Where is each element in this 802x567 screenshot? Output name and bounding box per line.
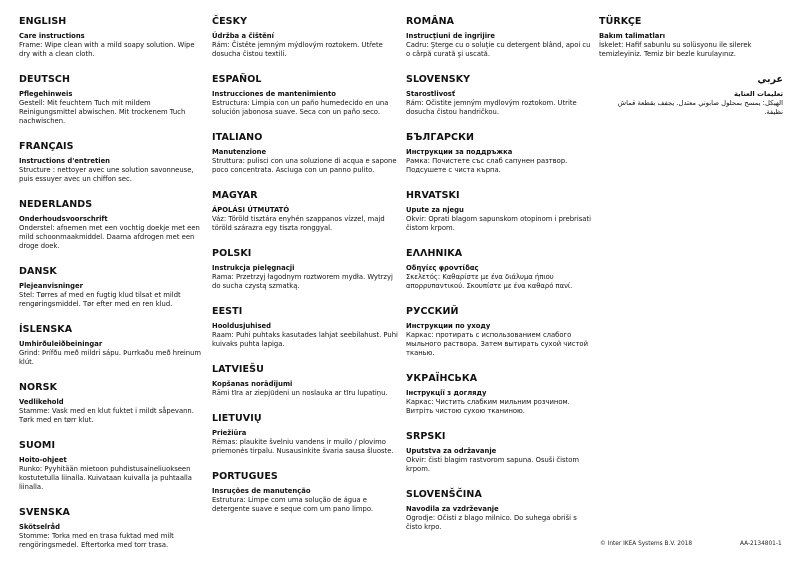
language-name: EESTI — [212, 306, 243, 317]
language-section — [212, 190, 398, 233]
care-title: Інструкції з догляду — [406, 389, 487, 397]
language-section — [406, 132, 592, 175]
care-title: Skötselråd — [19, 523, 60, 531]
column-1 — [19, 16, 205, 565]
language-section — [599, 16, 783, 59]
language-section — [406, 373, 592, 416]
care-text: Rāmi tīra ar ziepjūdeni un noslauka ar tīru lupatiņu. — [212, 389, 388, 397]
language-section — [19, 507, 205, 550]
language-name: FRANÇAIS — [19, 141, 74, 152]
care-title: Bakım talimatları — [599, 32, 666, 40]
language-name: DEUTSCH — [19, 74, 71, 85]
language-section — [212, 248, 398, 291]
language-name: ÍSLENSKA — [19, 324, 73, 335]
care-title: Starostlivosť — [406, 90, 456, 98]
care-title: Priežiūra — [212, 429, 247, 437]
language-name: ESPAÑOL — [212, 74, 262, 85]
care-title: Kopšanas norādījumi — [212, 380, 293, 388]
care-text: İskelet: Hafif sabunlu su solüsyonu ile silerek temizleyiniz. Temiz bir bezle kurulayınız. — [599, 41, 752, 58]
care-text: Rėmas: plaukite švelniu vandens ir muilo / plovimo priemonės tirpalu. Nusausinkite švaria sausa šluoste. — [212, 438, 394, 455]
care-text: Stamme: Vask med en klut fuktet i mildt såpevann. Tørk med en tørr klut. — [19, 407, 194, 424]
document-code: AA-2134801-1 — [740, 541, 782, 547]
language-name: УКРАЇНСЬКА — [406, 373, 478, 384]
care-text: Rám: Očistite jemným mydlovým roztokom. Utrite dosucha čistou handričkou. — [406, 99, 577, 116]
language-section — [212, 364, 398, 398]
column-2 — [212, 16, 398, 529]
language-name: NEDERLANDS — [19, 199, 93, 210]
language-name: ENGLISH — [19, 16, 67, 27]
language-section — [212, 413, 398, 456]
care-title: Instrucţiuni de îngrijire — [406, 32, 496, 40]
care-text: Estructura: Limpia con un paño humedecido en una solución jabonosa suave. Seca con un paño seco. — [212, 99, 389, 116]
language-name: ROMÂNA — [406, 16, 455, 27]
language-section — [19, 141, 205, 184]
care-text: Cadru: Şterge cu o soluţie cu detergent blând, apoi cu o cârpă curată şi uscată. — [406, 41, 591, 58]
language-section — [19, 266, 205, 309]
language-name: ITALIANO — [212, 132, 263, 143]
care-title: Instrucciones de mantenimiento — [212, 90, 336, 98]
care-text: Gestell: Mit feuchtem Tuch mit mildem Reinigungsmittel abwischen. Mit trockenem Tuch nachwischen. — [19, 99, 186, 125]
care-text: Structure : nettoyer avec une solution savonneuse, puis essuyer avec un chiffon sec. — [19, 166, 194, 183]
care-title: Umhirðuleiðbeiningar — [19, 340, 103, 348]
language-section — [19, 440, 205, 492]
care-title: Pflegehinweis — [19, 90, 73, 98]
care-text: Okvir: Oprati blagom sapunskom otopinom i prebrisati čistom krpom. — [406, 215, 591, 232]
care-text: Rám: Čistěte jemným mýdlovým roztokem. Utřete dosucha čistou textilí. — [212, 41, 383, 58]
care-text: Frame: Wipe clean with a mild soapy solution. Wipe dry with a clean cloth. — [19, 41, 195, 58]
language-name: LATVIEŠU — [212, 364, 264, 375]
care-title: Insruções de manutenção — [212, 487, 311, 495]
language-section — [212, 132, 398, 175]
care-title: Manutenzione — [212, 148, 267, 156]
language-section — [406, 431, 592, 474]
language-section — [19, 74, 205, 126]
care-text: Váz: Töröld tisztára enyhén szappanos vízzel, majd töröld szárazra egy tiszta ronggyal. — [212, 215, 385, 232]
care-title: Uputstva za održavanje — [406, 447, 497, 455]
care-text: Runko: Pyyhitään mietoon puhdistusaineliuokseen kostutetulla liinalla. Kuivataan kuivalla ja puhtaalla liinalla. — [19, 465, 192, 491]
care-title: ÁPOLÁSI ÚTMUTATÓ — [212, 206, 290, 214]
care-title: Οδηγίες φροντίδας — [406, 264, 479, 272]
column-3 — [406, 16, 592, 547]
care-title: تعليمات العناية — [734, 90, 783, 98]
care-title: Instrukcja pielęgnacji — [212, 264, 295, 272]
language-name: SRPSKI — [406, 431, 446, 442]
language-name: РУССКИЙ — [406, 306, 459, 317]
care-text: Okvir: čisti blagim rastvorom sapuna. Osuši čistom krpom. — [406, 456, 580, 473]
language-name: БЪЛГАРСКИ — [406, 132, 475, 143]
care-text: Onderstel: afnemen met een vochtig doekje met een mild schoonmaakmiddel. Daarna afdrogen met een droge doek. — [19, 224, 200, 250]
column-4 — [599, 16, 783, 132]
language-section — [599, 74, 783, 117]
language-section — [406, 248, 592, 291]
care-title: Instructions d'entretien — [19, 157, 111, 165]
care-title: Plejeanvisninger — [19, 282, 83, 290]
care-title: Navodila za vzdrževanje — [406, 505, 499, 513]
language-section — [19, 382, 205, 425]
care-title: Инструкции за поддръжка — [406, 148, 513, 156]
care-text: Raam: Puhi puhtaks kasutades lahjat seebilahust. Puhi kuivaks puhta lapiga. — [212, 331, 398, 348]
language-name: PORTUGUES — [212, 471, 278, 482]
care-text: Каркас: протирать с использованием слабого мыльного раствора. Затем вытирать сухой чистой тканью. — [406, 331, 589, 357]
care-text: Stomme: Torka med en trasa fuktad med milt rengöringsmedel. Eftertorka med torr trasa. — [19, 532, 174, 549]
care-text: Grind: Þrífðu með mildri sápu. Þurrkaðu með hreinum klút. — [19, 349, 202, 366]
language-name: SVENSKA — [19, 507, 70, 518]
language-name: HRVATSKI — [406, 190, 460, 201]
care-text: Σκελετός: Καθαρίστε με ένα διάλυμα ήπιου απορρυπαντικού. Σκουπίστε με ένα καθαρό πανί. — [406, 273, 573, 290]
language-name: POLSKI — [212, 248, 252, 259]
care-text: Ogrodje: Očisti z blago milnico. Do suhega obriši s čisto krpo. — [406, 514, 577, 531]
language-name: ČESKY — [212, 16, 248, 27]
care-text: Struttura: pulisci con una soluzione di acqua e sapone poco concentrata. Asciuga con un panno pulito. — [212, 157, 397, 174]
care-text: Rama: Przetrzyj łagodnym roztworem mydła. Wytrzyj do sucha czystą szmatką. — [212, 273, 393, 290]
care-text: Estrutura: Limpe com uma solução de água e detergente suave e seque com um pano limpo. — [212, 496, 374, 513]
care-title: Onderhoudsvoorschrift — [19, 215, 108, 223]
language-name: SLOVENŠČINA — [406, 489, 482, 500]
care-text: Каркас: Чистить слабким мильним розчином. Витріть чистою сухою тканиною. — [406, 398, 570, 415]
language-name: ΕΛΛΗΝΙΚΑ — [406, 248, 463, 259]
language-section — [19, 199, 205, 251]
language-name: SLOVENSKY — [406, 74, 471, 85]
care-text: الهيكل: يمسح بمحلول صابوني معتدل. يجفف بقطعة قماش نظيفة. — [617, 99, 783, 116]
care-title: Údržba a čištění — [212, 32, 274, 40]
language-section — [406, 16, 592, 59]
language-name: DANSK — [19, 266, 57, 277]
care-text: Stel: Tørres af med en fugtig klud tilsat et mildt rengøringsmiddel. Tør efter med en ren klud. — [19, 291, 181, 308]
care-title: Care instructions — [19, 32, 85, 40]
language-section — [19, 324, 205, 367]
care-title: Hooldusjuhised — [212, 322, 271, 330]
language-section — [406, 74, 592, 117]
language-name: MAGYAR — [212, 190, 258, 201]
language-section — [212, 306, 398, 349]
language-section — [212, 16, 398, 59]
language-section — [19, 16, 205, 59]
language-section — [212, 74, 398, 117]
care-title: Vedlikehold — [19, 398, 64, 406]
language-section — [212, 471, 398, 514]
language-name: LIETUVIŲ — [212, 413, 262, 424]
language-section — [406, 190, 592, 233]
language-name: SUOMI — [19, 440, 56, 451]
copyright-notice: © Inter IKEA Systems B.V. 2018 — [600, 541, 693, 547]
care-title: Hoito-ohjeet — [19, 456, 67, 464]
language-name: عربي — [757, 74, 783, 85]
care-title: Инструкции по уходу — [406, 322, 491, 330]
language-name: NORSK — [19, 382, 58, 393]
language-section — [406, 306, 592, 358]
care-title: Upute za njegu — [406, 206, 464, 214]
care-text: Рамка: Почистете със слаб сапунен разтвор. Подсушете с чиста кърпа. — [406, 157, 568, 174]
language-section — [406, 489, 592, 532]
language-name: TÜRKÇE — [599, 16, 642, 27]
